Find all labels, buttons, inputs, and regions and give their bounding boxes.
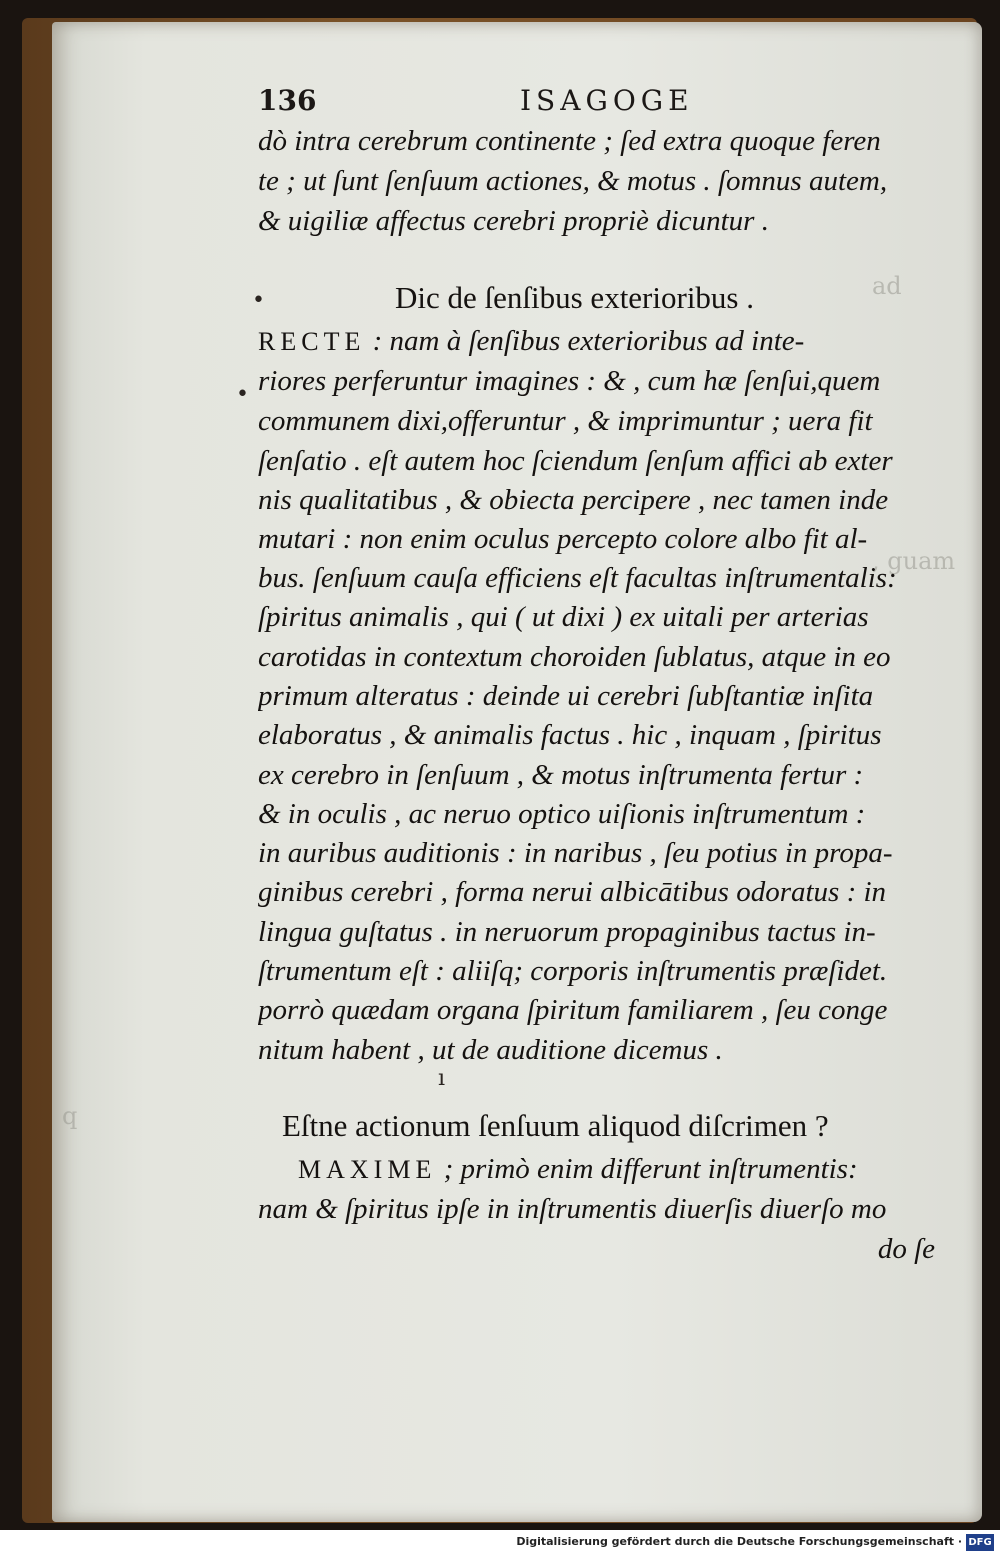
line-text: ; primò enim differunt inſtrumentis: xyxy=(436,1153,858,1185)
dfg-logo: DFG xyxy=(966,1534,994,1551)
text-line: dò intra cerebrum continente ; ſed extra quoque feren xyxy=(258,125,881,157)
ink-mark: ı xyxy=(438,1066,446,1091)
text-line: carotidas in contextum choroiden ſublatus, atque in eo xyxy=(258,641,891,673)
footer-text: Digitalisierung gefördert durch die Deutsche Forschungsgemeinschaft · xyxy=(516,1535,962,1548)
text-line: riores perferuntur imagines : & , cum hæ ſenſui,quem xyxy=(258,365,881,397)
text-line: ex cerebro in ſenſuum , & motus inſtrumenta fertur : xyxy=(258,759,864,791)
text-line: te ; ut ſunt ſenſuum actiones, & motus . ſomnus autem, xyxy=(258,165,888,197)
bleed-through: , guam xyxy=(872,547,956,575)
line-text: : nam à ſenſibus exterioribus ad inte- xyxy=(365,325,805,357)
text-line: ſtrumentum eſt : aliiſq; corporis inſtrumentis præſidet. xyxy=(258,955,888,987)
text-line: nam & ſpiritus ipſe in inſtrumentis diuerſis diuerſo mo xyxy=(258,1193,887,1225)
heading-text: Eſtne actionum ſenſuum aliquod diſcrimen ? xyxy=(282,1108,829,1143)
text-line: & uigiliæ affectus cerebri propriè dicuntur . xyxy=(258,205,769,237)
bleed-through: ad xyxy=(872,272,902,300)
text-line: bus. ſenſuum cauſa efficiens eſt facultas inſtrumentalis: xyxy=(258,562,897,594)
text-line: mutari : non enim oculus percepto colore albo fit al- xyxy=(258,523,868,555)
section-heading xyxy=(282,1108,942,1144)
ink-mark: • xyxy=(236,382,249,407)
running-head: ISAGOGE xyxy=(520,84,694,117)
lead-word: MAXIME xyxy=(298,1155,437,1184)
bleed-through: q xyxy=(62,1102,78,1130)
digitization-footer xyxy=(0,1530,1000,1556)
text-line: & in oculis , ac neruo optico uiſionis inſtrumentum : xyxy=(258,798,866,830)
text-line: lingua guſtatus . in neruorum propaginibus tactus in- xyxy=(258,916,876,948)
text-line: communem dixi,offeruntur , & imprimuntur ; uera fit xyxy=(258,405,873,437)
text-line: nis qualitatibus , & obiecta percipere , nec tamen inde xyxy=(258,484,889,516)
page-header xyxy=(258,84,948,120)
catchword: do ſe xyxy=(877,1233,935,1265)
section-heading xyxy=(395,280,915,316)
page-number: 136 xyxy=(258,84,317,117)
text-line: in auribus auditionis : in naribus , ſeu potius in propa- xyxy=(258,837,893,869)
text-line: ginibus cerebri , forma nerui albicātibus odoratus : in xyxy=(258,876,887,908)
ink-mark: • xyxy=(252,288,265,313)
text-line xyxy=(258,322,948,361)
text-line: ſenſatio . eſt autem hoc ſciendum ſenſum affici ab exter xyxy=(258,445,893,477)
text-line: ſpiritus animalis , qui ( ut dixi ) ex uitali per arterias xyxy=(258,601,869,633)
text-line xyxy=(298,1150,948,1189)
text-line: primum alteratus : deinde ui cerebri ſubſtantiæ inſita xyxy=(258,680,874,712)
text-line: nitum habent , ut de auditione dicemus . xyxy=(258,1034,723,1066)
heading-text: Dic de ſenſibus exterioribus . xyxy=(395,280,754,315)
lead-word: RECTE xyxy=(258,327,366,356)
text-line: elaboratus , & animalis factus . hic , inquam , ſpiritus xyxy=(258,719,882,751)
text-line: porrò quædam organa ſpiritum familiarem , ſeu conge xyxy=(258,994,888,1026)
